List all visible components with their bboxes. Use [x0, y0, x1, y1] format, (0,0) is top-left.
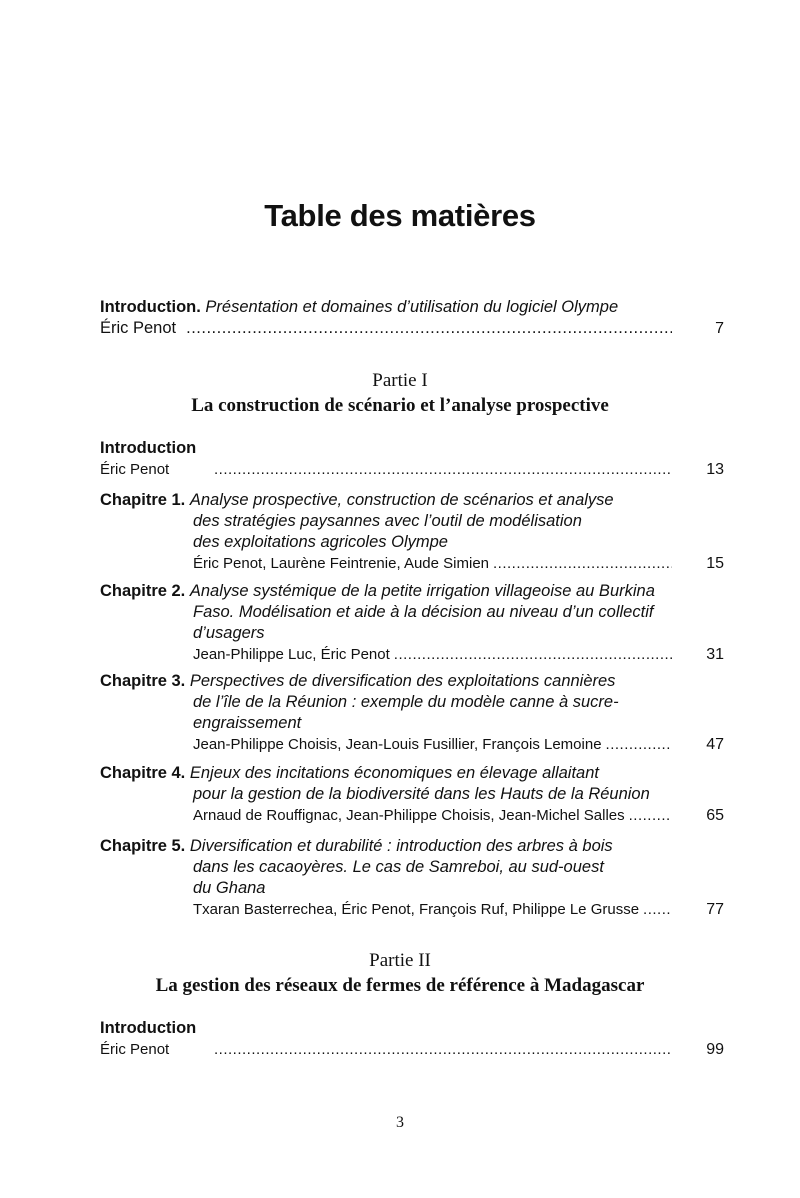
entry-title-line: Analyse systémique de la petite irrigation villageoise au Burkina [189, 582, 655, 600]
entry-authors: Éric Penot [100, 461, 170, 478]
part-heading-2 [0, 949, 800, 999]
entry-label: Introduction. [100, 298, 201, 316]
toc-entry-part1-introduction[interactable] [100, 438, 730, 480]
dot-leader [394, 644, 672, 665]
entry-label: Chapitre 4. [100, 764, 186, 782]
entry-title-line: Perspectives de diversification des exploitations cannières [189, 672, 616, 690]
entry-page: 65 [706, 807, 724, 824]
part-title: La construction de scénario et l’analyse prospective [191, 395, 609, 416]
entry-label: Introduction [100, 1019, 197, 1037]
entry-title-line: dans les cacaoyères. Le cas de Samreboi, au sud-ouest [193, 858, 604, 876]
part-heading-1 [0, 369, 800, 419]
entry-title: Présentation et domaines d’utilisation du logiciel Olympe [205, 298, 619, 316]
toc-entry-chapter-3[interactable] [100, 671, 730, 755]
toc-entry-chapter-1[interactable] [100, 490, 730, 574]
entry-page: 13 [706, 461, 724, 478]
entry-title-line: de l’île de la Réunion : exemple du modèle canne à sucre- [193, 693, 619, 711]
entry-label: Introduction [100, 439, 197, 457]
dot-leader [629, 805, 672, 826]
entry-authors: Éric Penot [100, 1041, 170, 1058]
part-number: Partie I [372, 370, 428, 391]
entry-title-line: pour la gestion de la biodiversité dans les Hauts de la Réunion [193, 785, 650, 803]
page-number: 3 [396, 1114, 404, 1131]
entry-title-line: du Ghana [193, 879, 266, 897]
entry-label: Chapitre 3. [100, 672, 186, 690]
entry-title-line: Enjeux des incitations économiques en élevage allaitant [189, 764, 599, 782]
page-title: Table des matières [264, 198, 536, 233]
dot-leader [493, 553, 672, 574]
part-number: Partie II [369, 950, 431, 971]
entry-title-line: Analyse prospective, construction de scénarios et analyse [189, 491, 614, 509]
entry-title-line: d’usagers [193, 624, 265, 642]
toc-entry-chapter-4[interactable] [100, 763, 730, 826]
dot-leader [643, 899, 672, 920]
toc-entry-chapter-5[interactable] [100, 836, 730, 920]
entry-title-line: Faso. Modélisation et aide à la décision au niveau d’un collectif [193, 603, 654, 621]
entry-authors: Arnaud de Rouffignac, Jean-Philippe Choisis, Jean-Michel Salles [193, 807, 625, 824]
entry-title-line: des exploitations agricoles Olympe [193, 533, 448, 551]
entry-label: Chapitre 5. [100, 837, 186, 855]
dot-leader [186, 318, 672, 339]
dot-leader [214, 1039, 672, 1060]
entry-title-line: Diversification et durabilité : introduction des arbres à bois [189, 837, 613, 855]
part-title: La gestion des réseaux de fermes de référence à Madagascar [155, 975, 645, 996]
toc-entry-chapter-2[interactable] [100, 581, 730, 665]
entry-authors: Jean-Philippe Choisis, Jean-Louis Fusillier, François Lemoine [193, 736, 602, 753]
entry-page: 31 [706, 646, 724, 663]
entry-label: Chapitre 1. [100, 491, 186, 509]
toc-entry-introduction[interactable] [100, 297, 730, 339]
entry-page: 15 [706, 555, 724, 572]
dot-leader [214, 459, 672, 480]
entry-title-line: des stratégies paysannes avec l’outil de modélisation [193, 512, 582, 530]
entry-authors: Éric Penot [100, 319, 177, 337]
toc-entry-part2-introduction[interactable] [100, 1018, 730, 1060]
entry-page: 7 [715, 320, 724, 337]
entry-authors: Jean-Philippe Luc, Éric Penot [193, 646, 390, 663]
entry-page: 77 [706, 901, 724, 918]
dot-leader [606, 734, 672, 755]
entry-label: Chapitre 2. [100, 582, 186, 600]
entry-page: 99 [706, 1041, 724, 1058]
entry-page: 47 [706, 736, 724, 753]
entry-authors: Txaran Basterrechea, Éric Penot, François Ruf, Philippe Le Grusse [193, 901, 640, 918]
entry-title-line: engraissement [193, 714, 302, 732]
entry-authors: Éric Penot, Laurène Feintrenie, Aude Simien [193, 555, 490, 572]
